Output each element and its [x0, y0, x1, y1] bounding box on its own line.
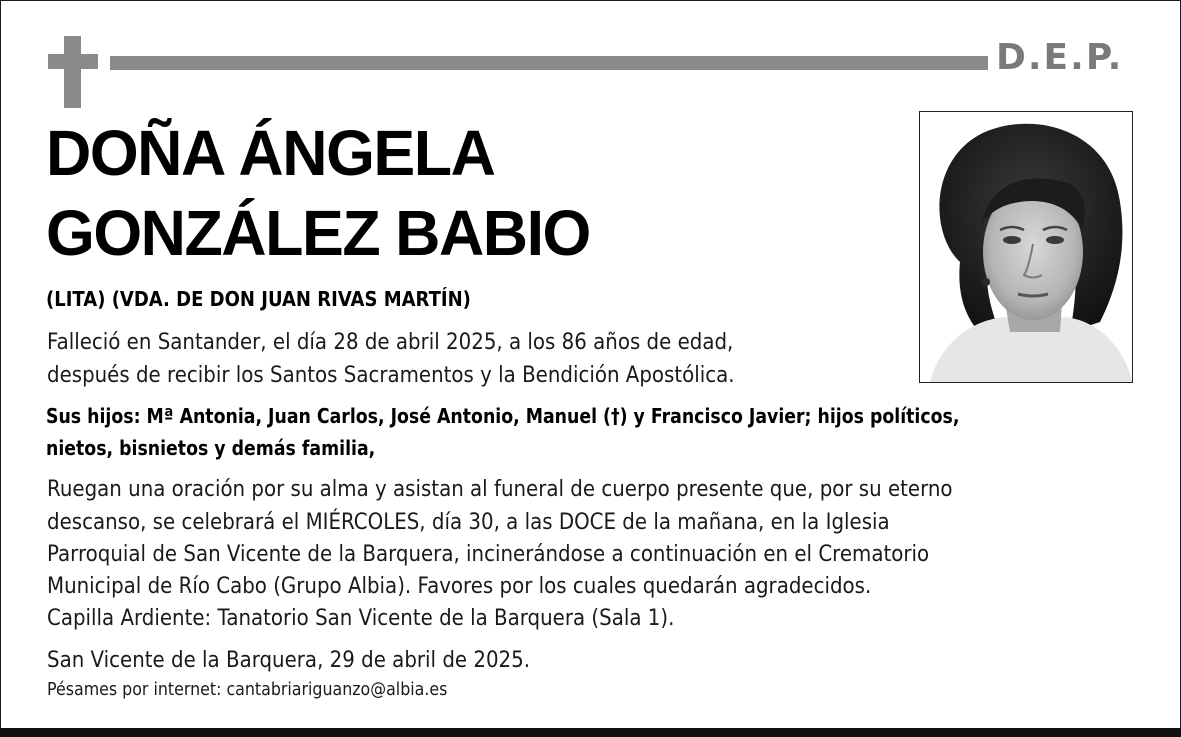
header-rule	[110, 56, 988, 70]
condolences-email: Pésames por internet: cantabriariguanzo@albia.es	[47, 679, 448, 700]
funeral-line-3: Parroquial de San Vicente de la Barquera, incinerándose a continuación en el Crematorio	[47, 541, 930, 567]
family-line-2: nietos, bisnietos y demás familia,	[46, 436, 376, 460]
cross-icon	[48, 36, 98, 108]
place-date: San Vicente de la Barquera, 29 de abril de 2025.	[47, 647, 531, 673]
deceased-subtitle: (LITA) (VDA. DE DON JUAN RIVAS MARTÍN)	[46, 287, 471, 311]
deceased-name-line-2: GONZÁLEZ BABIO	[46, 197, 590, 269]
funeral-line-2: descanso, se celebrará el MIÉRCOLES, día 30, a las DOCE de la mañana, en la Iglesia	[47, 509, 890, 535]
dep-label: D.E.P.	[996, 37, 1124, 78]
funeral-line-1: Ruegan una oración por su alma y asistan al funeral de cuerpo presente que, por su eterno	[47, 476, 953, 502]
death-notice-line-1: Falleció en Santander, el día 28 de abril 2025, a los 86 años de edad,	[47, 329, 734, 355]
portrait-photo	[919, 111, 1133, 383]
family-line-1: Sus hijos: Mª Antonia, Juan Carlos, José Antonio, Manuel (†) y Francisco Javier; hijos políticos,	[46, 404, 960, 428]
funeral-line-4: Municipal de Río Cabo (Grupo Albia). Favores por los cuales quedarán agradecidos.	[47, 573, 872, 599]
death-notice-line-2: después de recibir los Santos Sacramentos y la Bendición Apostólica.	[47, 362, 735, 388]
deceased-name-line-1: DOÑA ÁNGELA	[46, 117, 495, 189]
funeral-line-5: Capilla Ardiente: Tanatorio San Vicente de la Barquera (Sala 1).	[47, 605, 675, 631]
bottom-rule	[0, 728, 1181, 737]
